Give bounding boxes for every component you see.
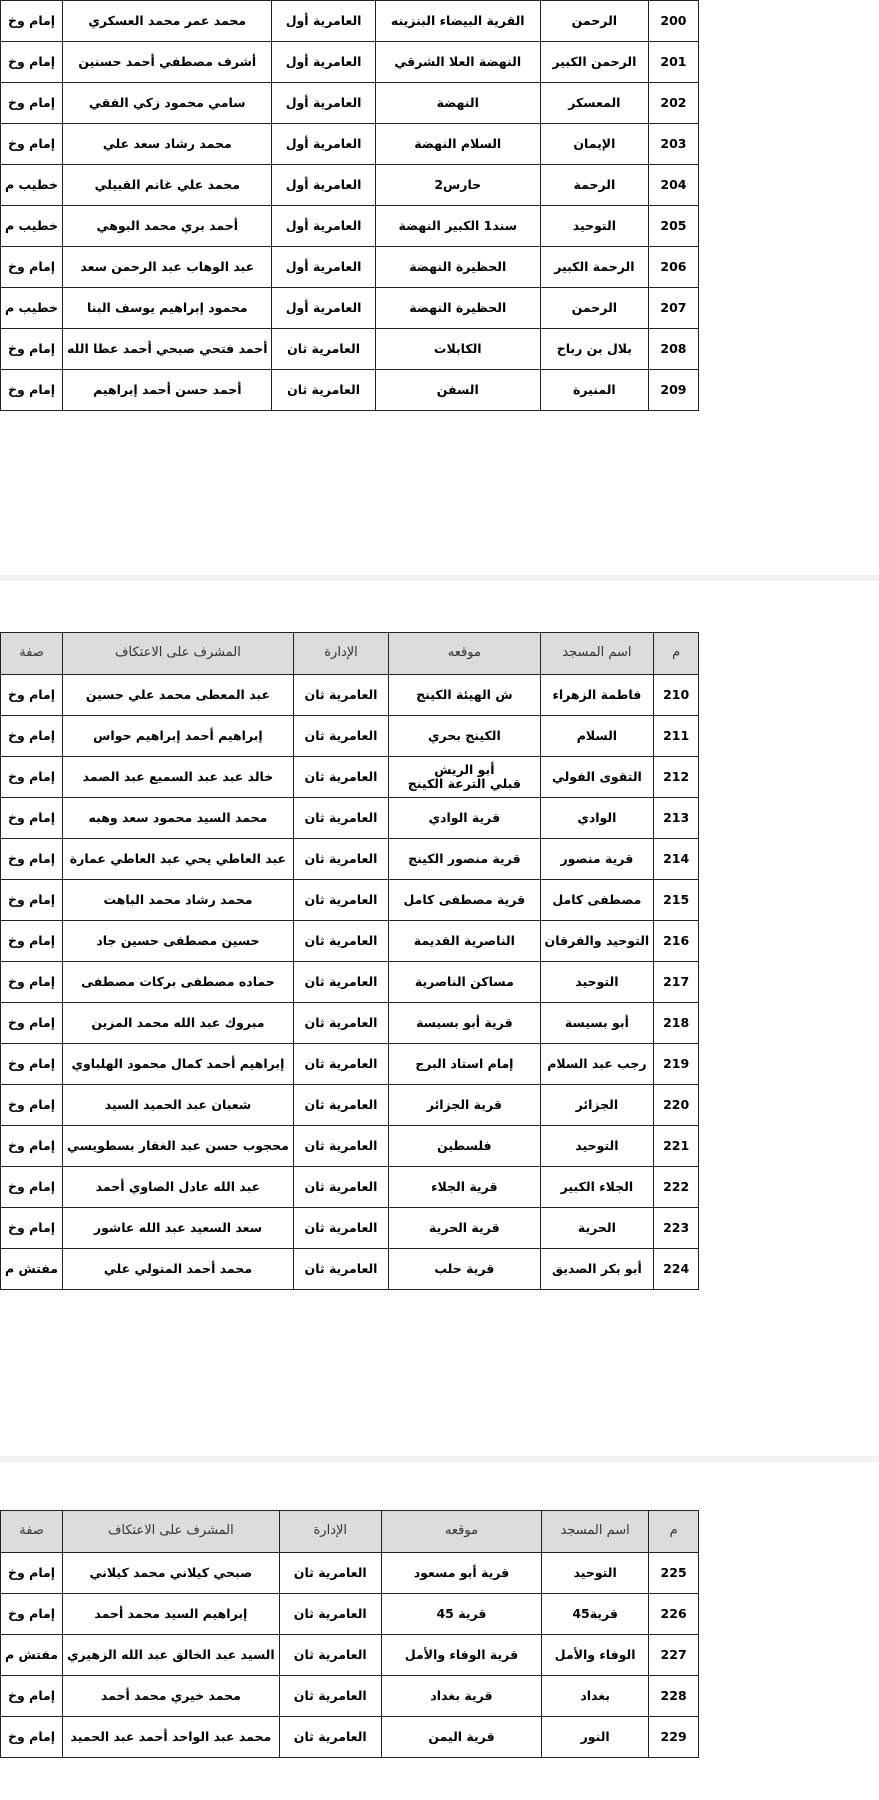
cell-mosque-name: أبو بسيسة <box>540 1003 654 1044</box>
cell-location: الحظيرة النهضة <box>375 247 540 288</box>
cell-location: قرية الجزائر <box>389 1085 540 1126</box>
mosque-table-section-3 <box>0 1510 699 1758</box>
table-row <box>1 1003 699 1044</box>
cell-role: إمام وخ <box>1 1044 63 1085</box>
cell-mosque-name: الوادي <box>540 798 654 839</box>
cell-role: إمام وخ <box>1 247 63 288</box>
cell-location: الناصرية القديمة <box>389 921 540 962</box>
cell-supervisor: إبراهيم أحمد كمال محمود الهلباوي <box>63 1044 294 1085</box>
cell-mosque-name: بلال بن رباح <box>540 329 648 370</box>
cell-num: 209 <box>648 370 698 411</box>
cell-role: إمام وخ <box>1 757 63 798</box>
table-row <box>1 1085 699 1126</box>
header-supervisor: المشرف على الاعتكاف <box>63 633 294 675</box>
table-row <box>1 83 699 124</box>
cell-mosque-name: قرية45 <box>542 1594 649 1635</box>
cell-supervisor: أشرف مصطفي أحمد حسنين <box>63 42 272 83</box>
cell-num: 204 <box>648 165 698 206</box>
cell-location: ش الهيئة الكينج <box>389 675 540 716</box>
cell-role: إمام وخ <box>1 880 63 921</box>
cell-mosque-name: الرحمن <box>540 1 648 42</box>
cell-location: النهضة <box>375 83 540 124</box>
table-row <box>1 1167 699 1208</box>
cell-supervisor: السيد عبد الخالق عبد الله الزهيري <box>63 1635 280 1676</box>
table-row <box>1 675 699 716</box>
cell-mosque-name: التوحيد <box>540 206 648 247</box>
cell-mosque-name: الجلاء الكبير <box>540 1167 654 1208</box>
cell-administration: العامرية ثان <box>293 839 388 880</box>
cell-supervisor: أحمد حسن أحمد إبراهيم <box>63 370 272 411</box>
cell-location: النهضة العلا الشرقي <box>375 42 540 83</box>
cell-num: 226 <box>649 1594 699 1635</box>
cell-supervisor: محجوب حسن عبد الغفار بسطويسي <box>63 1126 294 1167</box>
cell-supervisor: عبد الوهاب عبد الرحمن سعد <box>63 247 272 288</box>
table-body-section-3 <box>1 1553 699 1758</box>
cell-location: قرية أبو بسيسة <box>389 1003 540 1044</box>
cell-location: قرية اليمن <box>381 1717 541 1758</box>
cell-role: إمام وخ <box>1 716 63 757</box>
cell-supervisor: عبد العاطي يحي عبد العاطي عمارة <box>63 839 294 880</box>
cell-location: إمام استاد البرج <box>389 1044 540 1085</box>
cell-supervisor: محمد علي غانم القبيلي <box>63 165 272 206</box>
cell-supervisor: مبروك عبد الله محمد المزين <box>63 1003 294 1044</box>
header-location: موقعه <box>389 633 540 675</box>
cell-administration: العامرية أول <box>272 42 375 83</box>
cell-administration: العامرية أول <box>272 247 375 288</box>
cell-supervisor: خالد عبد عبد السميع عبد الصمد <box>63 757 294 798</box>
cell-location: قرية الجلاء <box>389 1167 540 1208</box>
table-body-section-2 <box>1 675 699 1290</box>
cell-administration: العامرية ثان <box>272 370 375 411</box>
cell-location: قرية أبو مسعود <box>381 1553 541 1594</box>
cell-role: خطيب م <box>1 206 63 247</box>
cell-location: قرية الوادي <box>389 798 540 839</box>
cell-num: 217 <box>654 962 699 1003</box>
cell-administration: العامرية ثان <box>293 1003 388 1044</box>
cell-mosque-name: مصطفى كامل <box>540 880 654 921</box>
cell-mosque-name: قرية منصور <box>540 839 654 880</box>
cell-mosque-name: بغداد <box>542 1676 649 1717</box>
table-row <box>1 206 699 247</box>
table-row <box>1 1717 699 1758</box>
cell-role: إمام وخ <box>1 1208 63 1249</box>
header-mosque-name: اسم المسجد <box>542 1511 649 1553</box>
cell-supervisor: محمود إبراهيم يوسف البنا <box>63 288 272 329</box>
cell-administration: العامرية ثان <box>293 1249 388 1290</box>
table-row <box>1 1 699 42</box>
cell-mosque-name: فاطمة الزهراء <box>540 675 654 716</box>
cell-role: إمام وخ <box>1 839 63 880</box>
table-row <box>1 757 699 798</box>
cell-location: الكينج بحري <box>389 716 540 757</box>
cell-administration: العامرية أول <box>272 124 375 165</box>
cell-administration: العامرية ثان <box>293 1126 388 1167</box>
cell-administration: العامرية ثان <box>293 675 388 716</box>
table-row <box>1 962 699 1003</box>
cell-role: إمام وخ <box>1 1003 63 1044</box>
cell-administration: العامرية ثان <box>293 1085 388 1126</box>
header-location: موقعه <box>381 1511 541 1553</box>
table-row <box>1 165 699 206</box>
cell-mosque-name: الرحمة <box>540 165 648 206</box>
table-row <box>1 1208 699 1249</box>
cell-mosque-name: المعسكر <box>540 83 648 124</box>
cell-location: القرية البيضاء البنزينه <box>375 1 540 42</box>
cell-num: 229 <box>649 1717 699 1758</box>
table-row <box>1 1044 699 1085</box>
cell-supervisor: سامي محمود زكي الفقي <box>63 83 272 124</box>
cell-num: 216 <box>654 921 699 962</box>
cell-administration: العامرية ثان <box>293 1044 388 1085</box>
cell-num: 224 <box>654 1249 699 1290</box>
cell-supervisor: حماده مصطفى بركات مصطفى <box>63 962 294 1003</box>
cell-num: 203 <box>648 124 698 165</box>
cell-mosque-name: الرحمن الكبير <box>540 42 648 83</box>
cell-location: الحظيرة النهضة <box>375 288 540 329</box>
cell-role: إمام وخ <box>1 124 63 165</box>
table-row <box>1 921 699 962</box>
cell-supervisor: صبحي كيلاني محمد كيلاني <box>63 1553 280 1594</box>
cell-mosque-name: السلام <box>540 716 654 757</box>
cell-mosque-name: الرحمن <box>540 288 648 329</box>
cell-num: 200 <box>648 1 698 42</box>
cell-mosque-name: التوحيد <box>540 962 654 1003</box>
cell-num: 207 <box>648 288 698 329</box>
cell-mosque-name: التقوى الفولي <box>540 757 654 798</box>
cell-role: إمام وخ <box>1 921 63 962</box>
cell-location: أبو الريش قبلي الترعة الكينج <box>389 757 540 798</box>
cell-supervisor: إبراهيم السيد محمد أحمد <box>63 1594 280 1635</box>
cell-num: 218 <box>654 1003 699 1044</box>
cell-supervisor: محمد رشاد محمد الباهت <box>63 880 294 921</box>
cell-supervisor: محمد عمر محمد العسكري <box>63 1 272 42</box>
cell-supervisor: حسين مصطفى حسين جاد <box>63 921 294 962</box>
cell-mosque-name: التوحيد <box>540 1126 654 1167</box>
cell-administration: العامرية ثان <box>272 329 375 370</box>
cell-administration: العامرية ثان <box>293 1208 388 1249</box>
table-row <box>1 716 699 757</box>
cell-location: قرية حلب <box>389 1249 540 1290</box>
cell-location: قرية مصطفى كامل <box>389 880 540 921</box>
cell-administration: العامرية ثان <box>293 757 388 798</box>
cell-mosque-name: التوحيد والفرقان <box>540 921 654 962</box>
cell-mosque-name: الوفاء والأمل <box>542 1635 649 1676</box>
cell-role: إمام وخ <box>1 675 63 716</box>
cell-num: 214 <box>654 839 699 880</box>
cell-supervisor: عبد المعطى محمد علي حسين <box>63 675 294 716</box>
table-row <box>1 839 699 880</box>
cell-location: قرية منصور الكينج <box>389 839 540 880</box>
header-administration: الإدارة <box>279 1511 381 1553</box>
cell-num: 223 <box>654 1208 699 1249</box>
table-row <box>1 370 699 411</box>
cell-num: 215 <box>654 880 699 921</box>
cell-supervisor: محمد عبد الواحد أحمد عبد الحميد <box>63 1717 280 1758</box>
cell-role: مفتش م <box>1 1635 63 1676</box>
cell-mosque-name: أبو بكر الصديق <box>540 1249 654 1290</box>
cell-role: إمام وخ <box>1 798 63 839</box>
cell-location: الكابلات <box>375 329 540 370</box>
cell-role: خطيب م <box>1 165 63 206</box>
table-row <box>1 880 699 921</box>
cell-mosque-name: النور <box>542 1717 649 1758</box>
cell-role: إمام وخ <box>1 1167 63 1208</box>
cell-num: 225 <box>649 1553 699 1594</box>
table-row <box>1 1676 699 1717</box>
table-row <box>1 1126 699 1167</box>
cell-num: 221 <box>654 1126 699 1167</box>
cell-administration: العامرية أول <box>272 206 375 247</box>
cell-administration: العامرية ثان <box>293 921 388 962</box>
cell-location: السفن <box>375 370 540 411</box>
cell-administration: العامرية ثان <box>279 1553 381 1594</box>
cell-role: إمام وخ <box>1 83 63 124</box>
table-header-row <box>1 1511 699 1553</box>
cell-role: إمام وخ <box>1 1126 63 1167</box>
cell-role: إمام وخ <box>1 1594 63 1635</box>
cell-num: 222 <box>654 1167 699 1208</box>
cell-num: 211 <box>654 716 699 757</box>
table-row <box>1 247 699 288</box>
cell-role: إمام وخ <box>1 1717 63 1758</box>
header-num: م <box>649 1511 699 1553</box>
cell-location: قرية الحرية <box>389 1208 540 1249</box>
cell-role: إمام وخ <box>1 329 63 370</box>
cell-role: إمام وخ <box>1 1553 63 1594</box>
cell-location: سند1 الكبير النهضة <box>375 206 540 247</box>
cell-role: إمام وخ <box>1 1085 63 1126</box>
cell-location: مساكن الناصرية <box>389 962 540 1003</box>
mosque-table-section-2 <box>0 632 699 1290</box>
cell-supervisor: محمد رشاد سعد علي <box>63 124 272 165</box>
mosque-table-section-1 <box>0 0 699 411</box>
cell-num: 208 <box>648 329 698 370</box>
cell-supervisor: محمد السيد محمود سعد وهبه <box>63 798 294 839</box>
cell-administration: العامرية أول <box>272 1 375 42</box>
cell-supervisor: سعد السعيد عبد الله عاشور <box>63 1208 294 1249</box>
cell-role: إمام وخ <box>1 370 63 411</box>
table-row <box>1 42 699 83</box>
header-supervisor: المشرف على الاعتكاف <box>63 1511 280 1553</box>
cell-administration: العامرية أول <box>272 288 375 329</box>
cell-mosque-name: الرحمة الكبير <box>540 247 648 288</box>
cell-mosque-name: التوحيد <box>542 1553 649 1594</box>
cell-num: 210 <box>654 675 699 716</box>
cell-location: السلام النهضة <box>375 124 540 165</box>
cell-role: إمام وخ <box>1 1676 63 1717</box>
cell-num: 213 <box>654 798 699 839</box>
table-row <box>1 1594 699 1635</box>
cell-num: 202 <box>648 83 698 124</box>
cell-role: مفتش م <box>1 1249 63 1290</box>
cell-administration: العامرية ثان <box>279 1676 381 1717</box>
cell-num: 219 <box>654 1044 699 1085</box>
cell-location: قرية بغداد <box>381 1676 541 1717</box>
header-role: صفة <box>1 633 63 675</box>
cell-location: حارس2 <box>375 165 540 206</box>
cell-administration: العامرية ثان <box>279 1635 381 1676</box>
cell-num: 201 <box>648 42 698 83</box>
cell-num: 227 <box>649 1635 699 1676</box>
cell-administration: العامرية ثان <box>293 880 388 921</box>
header-num: م <box>654 633 699 675</box>
table-row <box>1 329 699 370</box>
cell-num: 212 <box>654 757 699 798</box>
cell-mosque-name: المنيرة <box>540 370 648 411</box>
table-body-section-1 <box>1 1 699 411</box>
cell-administration: العامرية ثان <box>293 1167 388 1208</box>
cell-administration: العامرية أول <box>272 165 375 206</box>
cell-num: 220 <box>654 1085 699 1126</box>
table-row <box>1 798 699 839</box>
cell-mosque-name: رجب عبد السلام <box>540 1044 654 1085</box>
cell-mosque-name: الجزائر <box>540 1085 654 1126</box>
table-row <box>1 1553 699 1594</box>
cell-num: 206 <box>648 247 698 288</box>
cell-supervisor: محمد خيري محمد أحمد <box>63 1676 280 1717</box>
cell-administration: العامرية ثان <box>293 716 388 757</box>
cell-role: إمام وخ <box>1 1 63 42</box>
cell-supervisor: أحمد فتحي صبحي أحمد عطا الله <box>63 329 272 370</box>
table-row <box>1 288 699 329</box>
table-row <box>1 1635 699 1676</box>
cell-role: إمام وخ <box>1 42 63 83</box>
cell-supervisor: محمد أحمد المتولي علي <box>63 1249 294 1290</box>
header-administration: الإدارة <box>293 633 388 675</box>
cell-location: قرية الوفاء والأمل <box>381 1635 541 1676</box>
table-row <box>1 124 699 165</box>
cell-num: 205 <box>648 206 698 247</box>
cell-role: خطيب م <box>1 288 63 329</box>
cell-administration: العامرية ثان <box>293 798 388 839</box>
cell-supervisor: شعبان عبد الحميد السيد <box>63 1085 294 1126</box>
cell-mosque-name: الإيمان <box>540 124 648 165</box>
cell-administration: العامرية ثان <box>293 962 388 1003</box>
cell-num: 228 <box>649 1676 699 1717</box>
cell-administration: العامرية ثان <box>279 1717 381 1758</box>
cell-administration: العامرية أول <box>272 83 375 124</box>
cell-location: فلسطين <box>389 1126 540 1167</box>
cell-supervisor: إبراهيم أحمد إبراهيم حواس <box>63 716 294 757</box>
cell-supervisor: عبد الله عادل الصاوي أحمد <box>63 1167 294 1208</box>
cell-mosque-name: الحرية <box>540 1208 654 1249</box>
header-mosque-name: اسم المسجد <box>540 633 654 675</box>
table-row <box>1 1249 699 1290</box>
cell-supervisor: أحمد بري محمد البوهي <box>63 206 272 247</box>
header-role: صفة <box>1 1511 63 1553</box>
cell-role: إمام وخ <box>1 962 63 1003</box>
cell-administration: العامرية ثان <box>279 1594 381 1635</box>
cell-location: قرية 45 <box>381 1594 541 1635</box>
table-header-row <box>1 633 699 675</box>
